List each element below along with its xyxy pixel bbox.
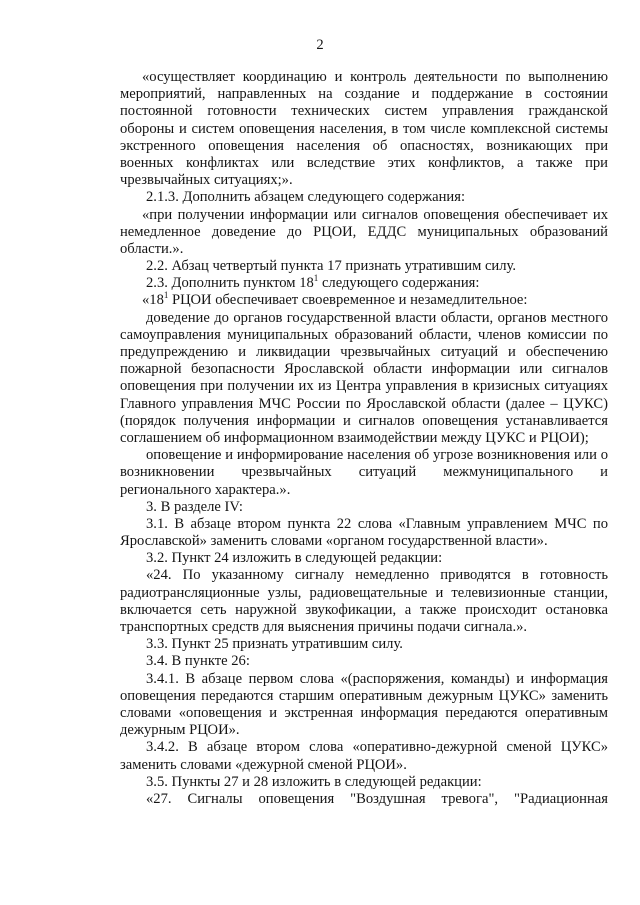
page-number: 2 (316, 37, 324, 53)
paragraph-delivery: доведение до органов государственной власти области, органов местного самоуправления муниципальных образований области, членов комиссии по предупреждению и ликвидации чрезвычайных ситуаций и обеспечению пожарной безопасности Ярославской области информации или сигналов оповещения при получении их из Центра управления в кризисных ситуациях Главного управления МЧС России по Ярославской области (далее – ЦУКС) (порядок получения информации и сигналов оповещения устанавливается соглашением об информационном взаимодействии между ЦУКС и РЦОИ); (120, 309, 608, 446)
paragraph-notification: оповещение и информирование населения об угрозе возникновения или о возникновении чрезвычайных ситуаций межмуниципального и регионального характера.». (120, 447, 608, 498)
paragraph-3-5: 3.5. Пункты 27 и 28 изложить в следующей редакции: (146, 773, 482, 790)
paragraph-3-2: 3.2. Пункт 24 изложить в следующей редакции: (146, 550, 443, 567)
paragraph-3-3: 3.3. Пункт 25 признать утратившим силу. (146, 636, 403, 653)
superscript: 1 (313, 273, 319, 284)
superscript: 1 (163, 290, 169, 301)
paragraph-27: «27. Сигналы оповещения "Воздушная тревога", "Радиационная (146, 790, 608, 807)
paragraph-3-1: 3.1. В абзаце втором пункта 22 слова «Главным управлением МЧС по Ярославской» заменить словами «органом государственной власти». (120, 515, 608, 550)
paragraph-2-3-text: 2.3. Дополнить пунктом 18 (146, 275, 314, 292)
paragraph-quote-coordination: «осуществляет координацию и контроль деятельности по выполнению мероприятий, направленных на создание и поддержание в состоянии постоянной готовности технических систем управления гражданской обороны и систем оповещения населения, в том числе комплексной системы экстренного оповещения населения об опасностях, возникающих при военных конфликтах или вследствие этих конфликтов, а также при чрезвычайных ситуациях;». (120, 69, 608, 189)
paragraph-3-4-2: 3.4.2. В абзаце втором слова «оперативно-дежурной сменой ЦУКС» заменить словами «дежурной сменой РЦОИ». (120, 739, 608, 773)
paragraph-3-4-1: 3.4.1. В абзаце первом слова «(распоряжения, команды) и информация оповещения передаются старшим оперативным дежурным ЦУКС» заменить словами «оповещения и экстренная информация передаются оперативным дежурным РЦОИ». (120, 670, 608, 739)
paragraph-2-3-text-end: следующего содержания: (318, 275, 480, 292)
paragraph-18-1 (120, 292, 608, 309)
paragraph-2-1-3: 2.1.3. Дополнить абзацем следующего содержания: (146, 189, 466, 206)
paragraph-2-2: 2.2. Абзац четвертый пункта 17 признать утратившим силу. (146, 258, 517, 275)
paragraph-3-4: 3.4. В пункте 26: (146, 653, 250, 670)
document-body (120, 69, 608, 808)
paragraph-24: «24. По указанному сигналу немедленно приводятся в готовность радиотрансляционные узлы, радиовещательные и телевизионные станции, включается сеть наружной звукофикации, а также происходит остановка транспортных средств для выяснения причины подачи сигнала.». (120, 567, 608, 635)
paragraph-18-1-text-end: РЦОИ обеспечивает своевременное и незамедлительное: (168, 292, 528, 309)
paragraph-18-1-text: «18 (142, 292, 164, 309)
paragraph-2-3 (120, 275, 608, 292)
paragraph-quote-signals: «при получении информации или сигналов оповещения обеспечивает их немедленное доведение до РЦОИ, ЕДДС муниципальных образований области.». (120, 206, 608, 257)
paragraph-section-3: 3. В разделе IV: (146, 498, 243, 515)
